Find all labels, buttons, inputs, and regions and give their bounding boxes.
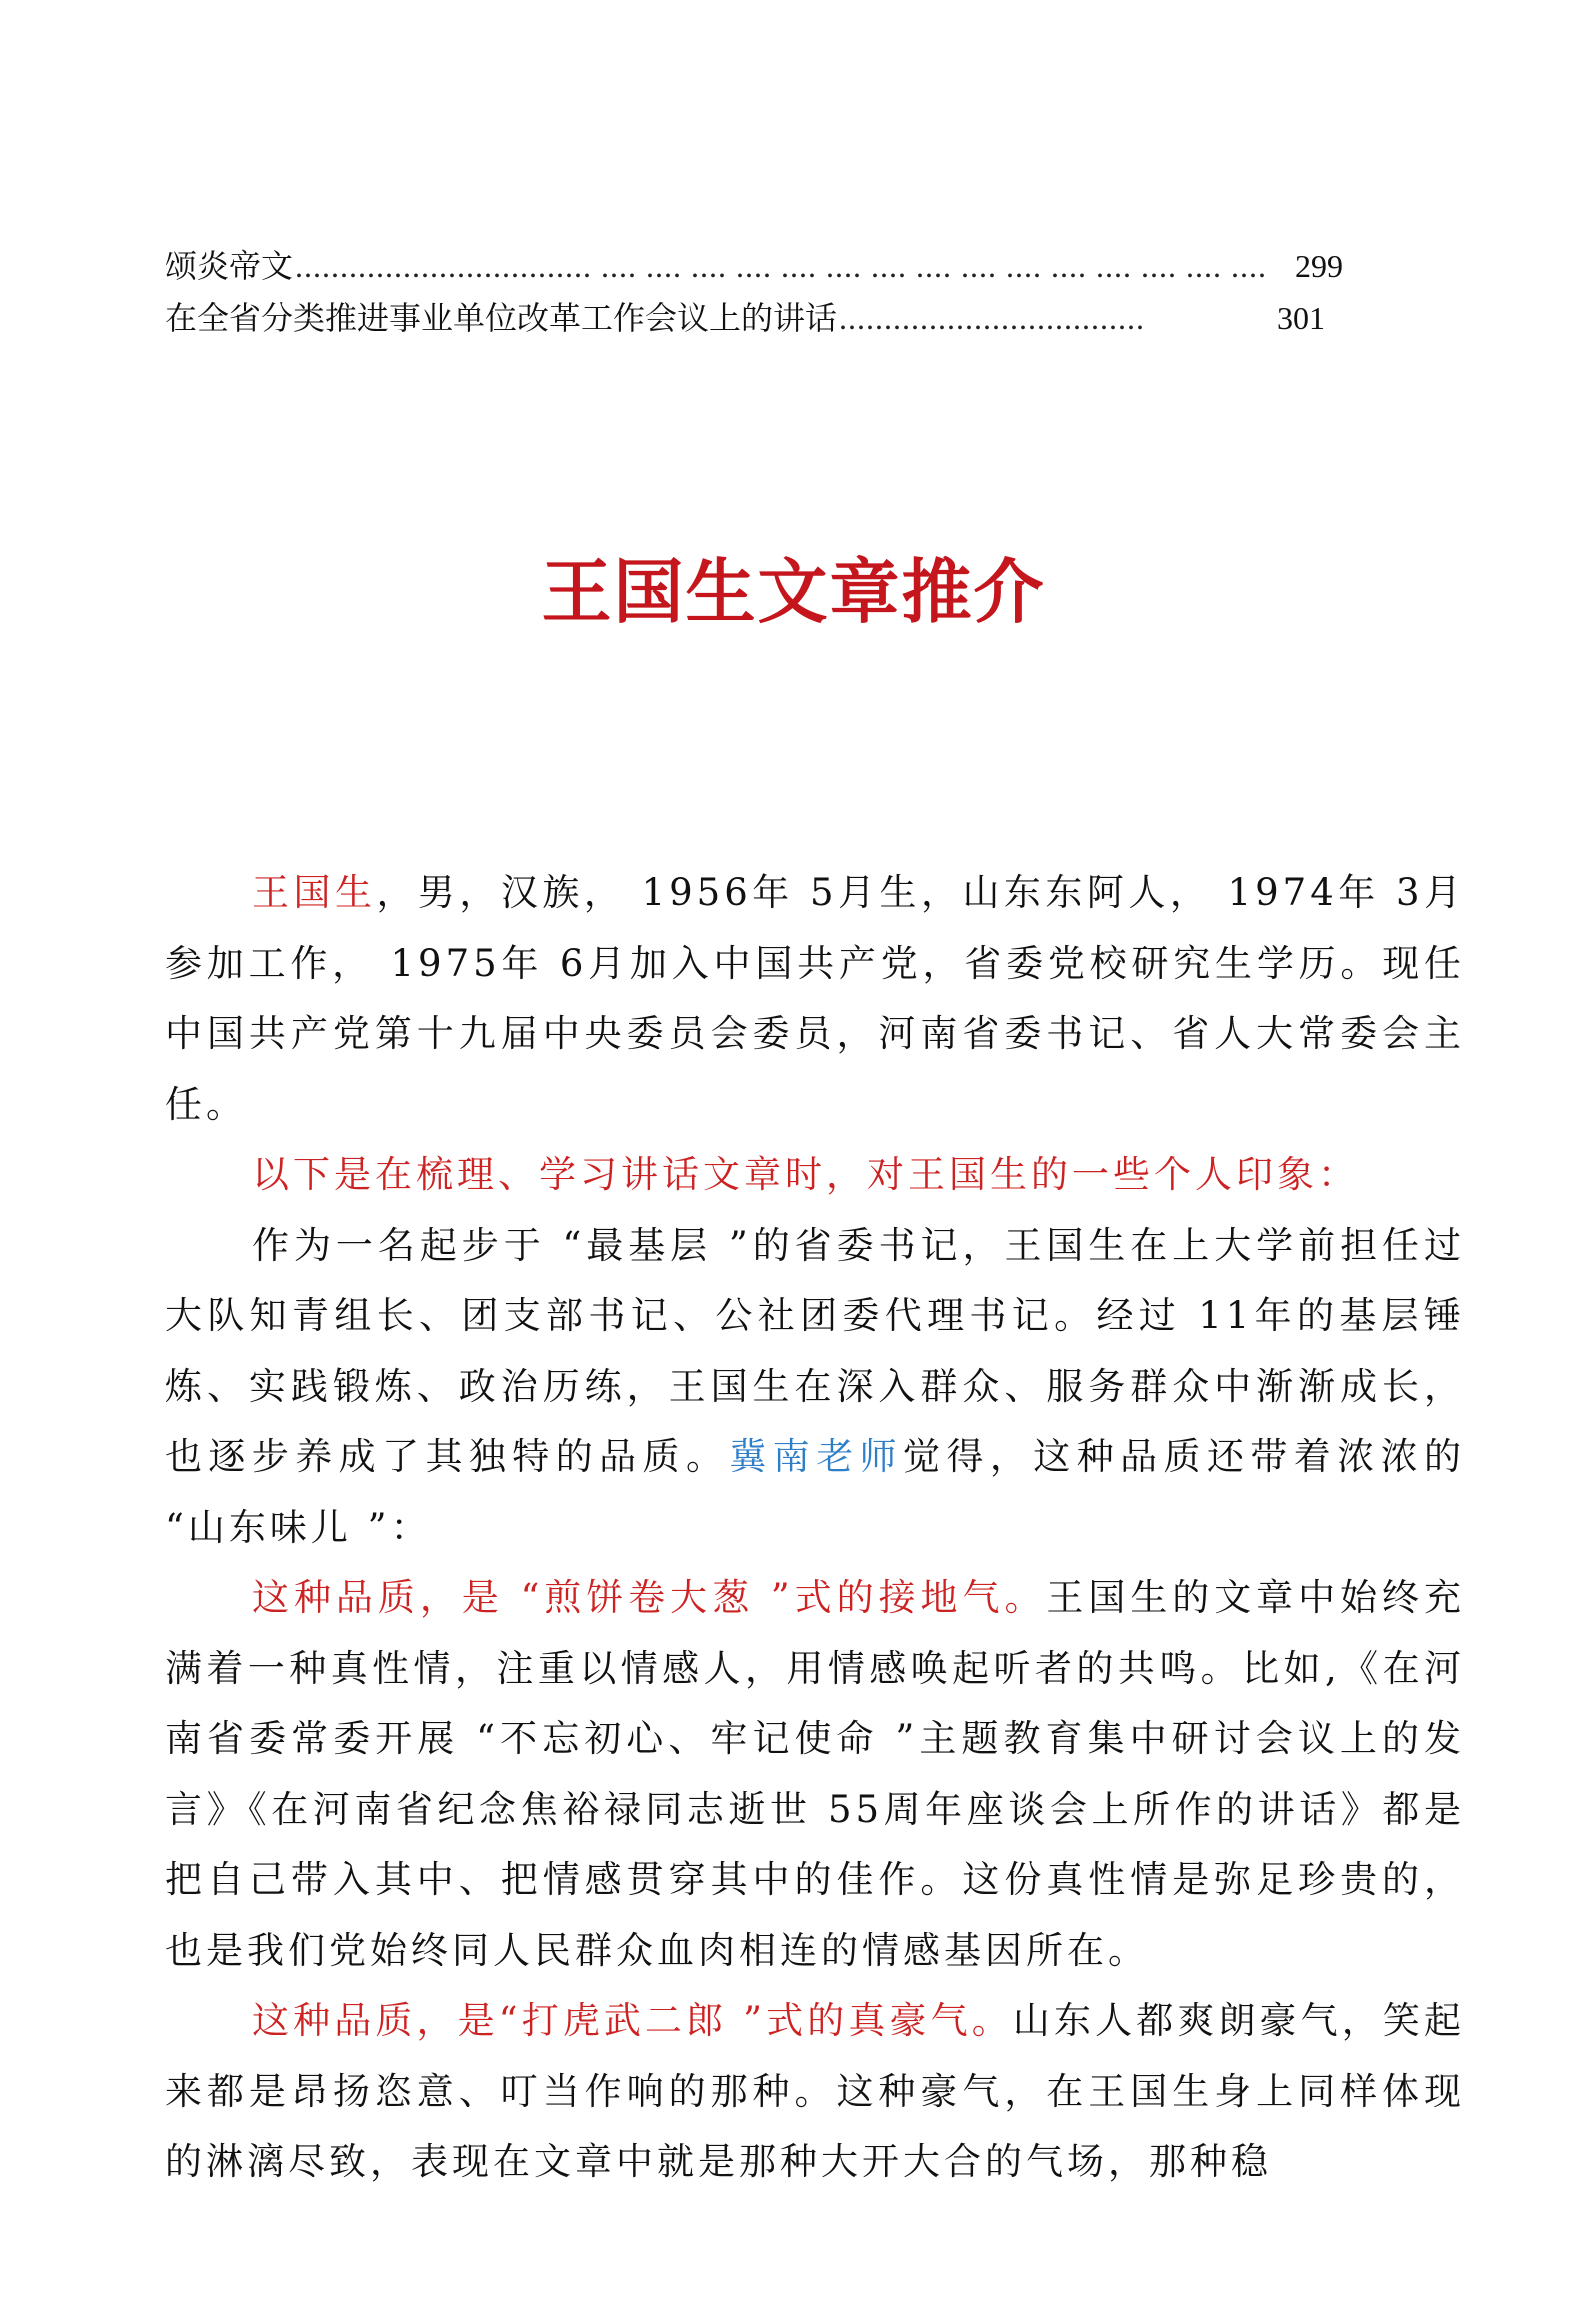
article-body (165, 858, 1465, 2198)
page-title: 王国生文章推介 (541, 549, 1046, 633)
background-text: 作为一名起步于 “最基层 ”的省委书记，王国生在上大学前担任过大队知青组长、团支部书记、公社团委代理书记。经过 11年的基层锤炼、实践锻炼、政治历练，王国生在深入群众、服务群众中渐渐成长，也逐步养成了其独特的品质。 (165, 1223, 1465, 1478)
intro-paragraph (165, 858, 1465, 1140)
quality-lead: 这种品质，是 “煎饼卷大葱 ”式的接地气。 (252, 1576, 1047, 1619)
quality-paragraph-2 (165, 1986, 1465, 2198)
quality-paragraph-1 (165, 1563, 1465, 1986)
table-of-contents (165, 240, 1345, 344)
toc-page-number: 299 (1295, 248, 1343, 284)
toc-entry-title: 在全省分类推进事业单位改革工作会议上的讲话 (165, 299, 838, 337)
intro-text: ，男，汉族， 1956年 5月生，山东东阿人， 1974年 3月参加工作， 1975年 6月加入中国共产党，省委党校研究生学历。现任中国共产党第十九届中央委员会委员，河南省委书记、省人大常委会主任。 (165, 871, 1465, 1126)
quality-lead: 这种品质，是“打虎武二郎 ”式的真豪气。 (252, 1999, 1013, 2042)
toc-entry[interactable] (165, 292, 1325, 344)
author-link[interactable]: 冀南老师 (729, 1435, 904, 1478)
person-name: 王国生 (252, 871, 377, 914)
toc-entry[interactable] (165, 240, 1343, 292)
background-paragraph (165, 1211, 1465, 1564)
impression-heading: 以下是在梳理、学习讲话文章时，对王国生的一些个人印象： (252, 1153, 1359, 1196)
toc-page-number: 301 (1277, 300, 1325, 336)
toc-leader-dots: .................................. (839, 300, 1146, 336)
background-text-continued: 觉得，这种品质还带着浓浓的 “山东味儿 ”： (165, 1435, 1466, 1549)
quality-text: 王国生的文章中始终充满着一种真性情，注重以情感人，用情感唤起听者的共鸣。比如,《在河南省委常委开展 “不忘初心、牢记使命 ”主题教育集中研讨会议上的发言》《在河南省纪念焦裕禄同志逝世 55周年座谈会上所作的讲话》都是把自己带入其中、把情感贯穿其中的佳作。这份真性情是弥足珍贵的，也是我们党始终同人民群众血肉相连的情感基因所在。 (165, 1576, 1465, 1972)
toc-leader-dots: ................................. .... .... .... .... .... .... .... .... .... .... .... .... .... .... .... (295, 248, 1268, 284)
toc-entry-title: 颂炎帝文 (165, 247, 294, 285)
quality-text: 山东人都爽朗豪气，笑起来都是昂扬恣意、叮当作响的那种。这种豪气，在王国生身上同样体现的淋漓尽致，表现在文章中就是那种大开大合的气场，那种稳 (165, 1999, 1466, 2183)
